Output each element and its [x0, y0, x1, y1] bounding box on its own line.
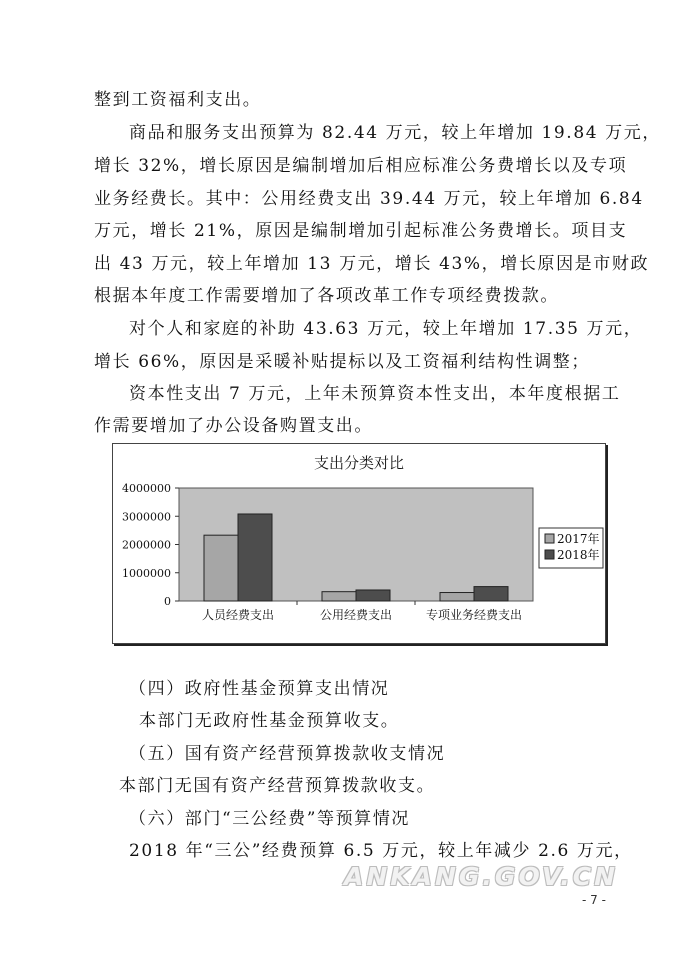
paragraph-line: 对个人和家庭的补助 43.63 万元，较上年增加 17.35 万元， [129, 319, 643, 339]
legend-label: 2017年 [557, 532, 600, 546]
y-tick-label: 4000000 [122, 482, 171, 495]
bar-2018 [474, 587, 508, 601]
x-category-label: 公用经费支出 [319, 608, 393, 622]
y-tick-label: 1000000 [122, 566, 171, 580]
legend-swatch [545, 534, 554, 543]
paragraph-line: 万元，增长 21%，原因是编制增加引起标准公务费增长。项目支 [94, 221, 628, 241]
paragraph-line: 增长 32%，增长原因是编制增加后相应标准公务费增长以及专项 [94, 156, 628, 176]
y-tick-label: 2000000 [122, 538, 171, 552]
paragraph-line: 出 43 万元，较上年增加 13 万元，增长 43%，增长原因是市财政 [94, 254, 650, 274]
chart-title: 支出分类对比 [313, 454, 405, 472]
chart-canvas [113, 444, 605, 643]
section-text: 2018 年“三公”经费预算 6.5 万元，较上年减少 2.6 万元， [129, 841, 633, 861]
paragraph-line: 增长 66%，原因是采暖补贴提标以及工资福利结构性调整； [94, 352, 590, 372]
expense-comparison-chart [112, 443, 606, 644]
paragraph-line: 作需要增加了办公设备购置支出。 [94, 416, 373, 436]
bar-2018 [356, 590, 390, 601]
x-category-label: 专项业务经费支出 [425, 608, 523, 622]
bar-2017 [440, 593, 474, 601]
paragraph-line: 整到工资福利支出。 [94, 90, 262, 110]
paragraph-line: 业务经费长。其中：公用经费支出 39.44 万元，较上年增加 6.84 [94, 189, 644, 209]
section-text: 本部门无国有资产经营预算拨款收支。 [119, 776, 436, 796]
bar-2017 [322, 592, 356, 601]
page-number: - 7 - [582, 893, 606, 907]
legend-swatch [545, 550, 554, 559]
paragraph-line: 商品和服务支出预算为 82.44 万元，较上年增加 19.84 万元， [129, 123, 661, 143]
site-watermark: ANKANG.GOV.CN [344, 862, 619, 891]
x-category-label: 人员经费支出 [201, 608, 275, 622]
section-heading: （五）国有资产经营预算拨款收支情况 [129, 744, 446, 764]
section-text: 本部门无政府性基金预算收支。 [139, 711, 400, 731]
paragraph-line: 资本性支出 7 万元，上年未预算资本性支出，本年度根据工 [129, 384, 621, 404]
section-heading: （四）政府性基金预算支出情况 [129, 679, 390, 699]
y-tick-label: 3000000 [122, 510, 171, 524]
section-heading: （六）部门“三公经费”等预算情况 [129, 809, 410, 829]
legend-label: 2018年 [557, 548, 600, 562]
y-tick-label: 0 [164, 595, 171, 608]
paragraph-line: 根据本年度工作需要增加了各项改革工作专项经费拨款。 [94, 286, 559, 306]
bar-2017 [204, 535, 238, 601]
bar-2018 [238, 514, 272, 601]
